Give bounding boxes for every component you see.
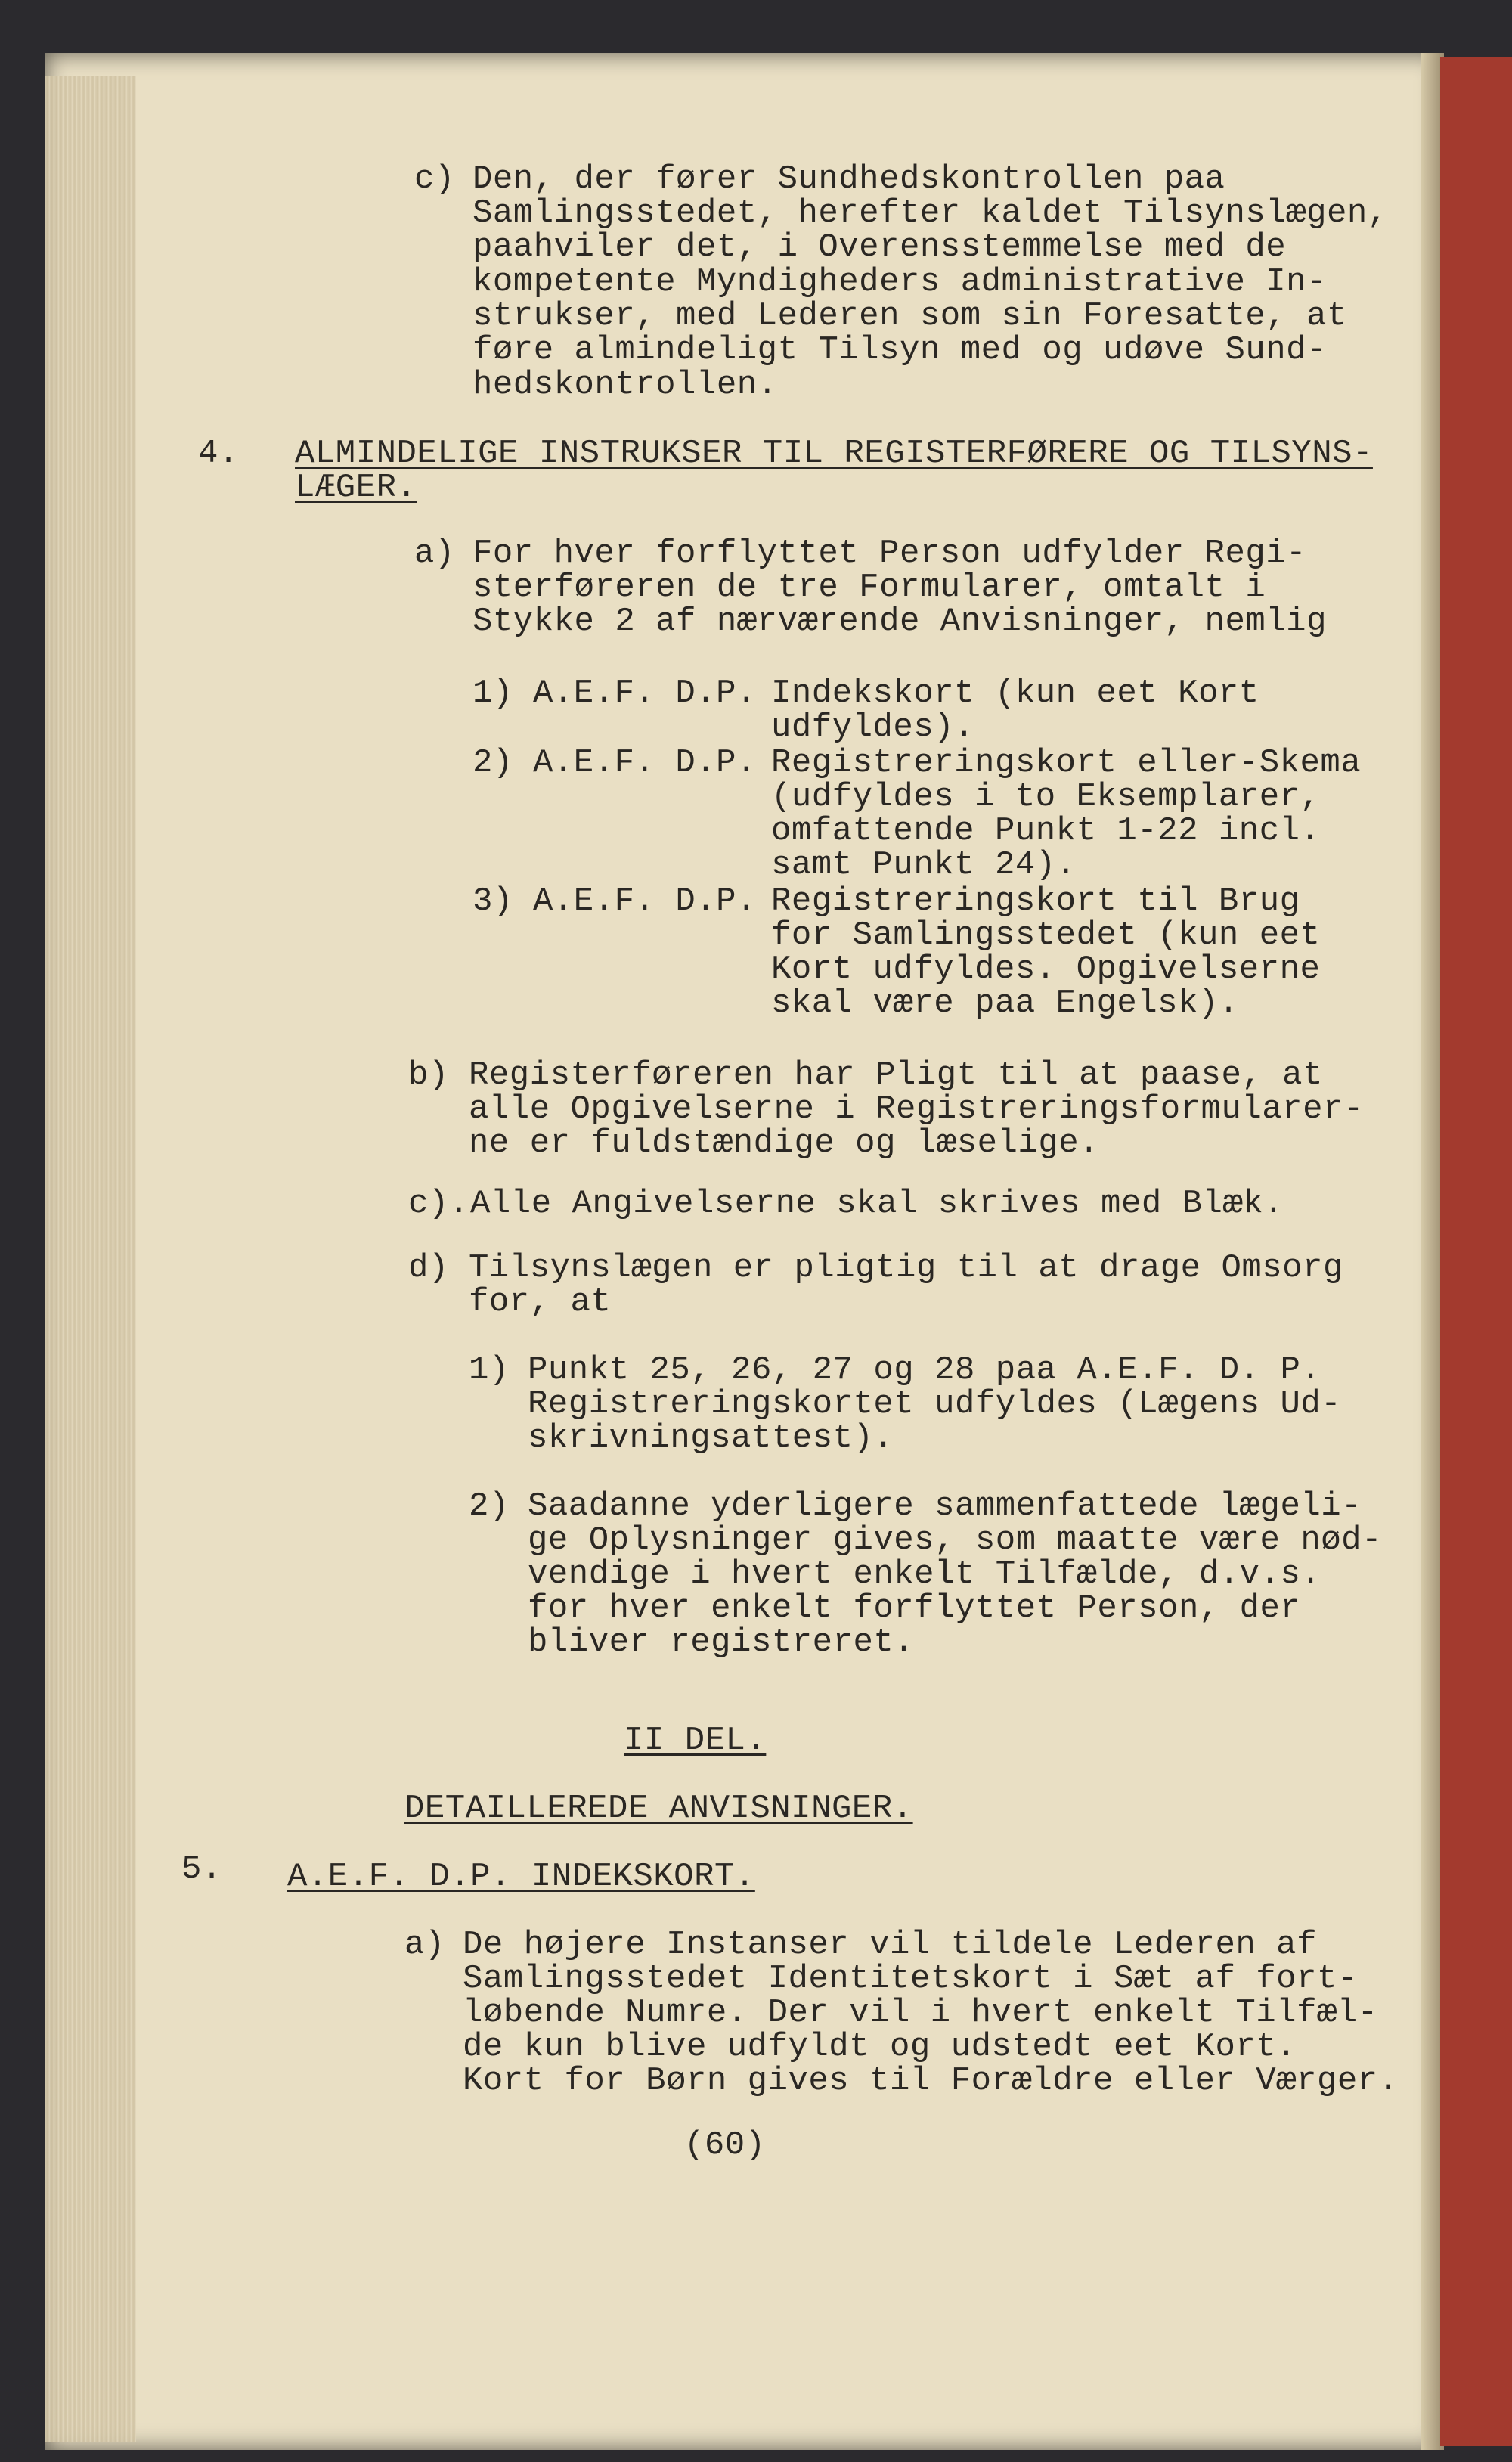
paragraph-line: De højere Instanser vil tildele Lederen af [463, 1926, 1317, 1964]
part-subheading: DETAILLEREDE ANVISNINGER. [404, 1790, 913, 1828]
page-number: (60) [684, 2126, 766, 2164]
paragraph-line: Tilsynslægen er pligtig til at drage Omsorg [469, 1249, 1343, 1287]
paragraph-line: vendige i hvert enkelt Tilfælde, d.v.s. [528, 1555, 1321, 1593]
form-marker: 1) [472, 674, 513, 712]
item-marker: b) [408, 1056, 449, 1094]
section-heading: LÆGER. [295, 469, 417, 507]
item-marker: c) [414, 160, 455, 198]
paragraph-line: sterføreren de tre Formularer, omtalt i [472, 569, 1266, 606]
subitem-marker: 1) [469, 1351, 510, 1389]
paragraph-line: Stykke 2 af nærværende Anvisninger, nemlig [472, 603, 1327, 640]
paragraph-line: ne er fuldstændige og læselige. [469, 1124, 1100, 1162]
form-code: A.E.F. D.P. [533, 674, 757, 712]
form-code: A.E.F. D.P. [533, 744, 757, 782]
paragraph-line: bliver registreret. [528, 1623, 915, 1661]
paragraph-line: hedskontrollen. [472, 366, 778, 404]
form-marker: 3) [472, 882, 513, 920]
subitem-marker: 2) [469, 1487, 510, 1525]
paragraph-line: skrivningsattest). [528, 1419, 894, 1457]
paragraph-line: For hver forflyttet Person udfylder Regi- [472, 535, 1307, 572]
paragraph-line: Saadanne yderligere sammenfattede lægeli- [528, 1487, 1362, 1525]
section-number: 5. [181, 1850, 222, 1888]
item-marker: d) [408, 1249, 449, 1287]
adjacent-page-edge [1440, 57, 1512, 2446]
section-heading: ALMINDELIGE INSTRUKSER TIL REGISTERFØRERE OG TILSYNS- [295, 435, 1373, 473]
paragraph-line: Samlingsstedet, herefter kaldet Tilsynslægen, [472, 194, 1388, 232]
form-description: Indekskort (kun eet Kort [771, 674, 1259, 712]
item-marker: a) [414, 535, 455, 572]
form-description: udfyldes). [771, 709, 975, 746]
form-description: Registreringskort eller-Skema [771, 744, 1362, 782]
paragraph-line: strukser, med Lederen som sin Foresatte, at [472, 297, 1347, 335]
form-description: samt Punkt 24). [771, 846, 1077, 884]
item-marker: a) [404, 1926, 445, 1964]
form-description: Registreringskort til Brug [771, 882, 1300, 920]
paragraph-line: for hver enkelt forflyttet Person, der [528, 1589, 1301, 1627]
form-code: A.E.F. D.P. [533, 882, 757, 920]
paragraph-line: kompetente Myndigheders administrative In- [472, 263, 1327, 301]
paragraph-line: alle Opgivelserne i Registreringsformularer- [469, 1090, 1364, 1128]
item-marker: c). [408, 1185, 469, 1223]
section-number: 4. [198, 435, 239, 473]
paragraph-line: føre almindeligt Tilsyn med og udøve Sund- [472, 331, 1327, 369]
paragraph-line: for, at [469, 1283, 612, 1321]
part-heading: II DEL. [624, 1722, 767, 1760]
paragraph-line: Kort for Børn gives til Forældre eller Værger. [463, 2062, 1399, 2100]
paragraph-line: løbende Numre. Der vil i hvert enkelt Tilfæl- [463, 1994, 1378, 2032]
paragraph-line: paahviler det, i Overensstemmelse med de [472, 228, 1287, 266]
form-description: Kort udfyldes. Opgivelserne [771, 950, 1321, 988]
paragraph-line: Samlingsstedet Identitetskort i Sæt af fort- [463, 1960, 1358, 1998]
paragraph-line: Registreringskortet udfyldes (Lægens Ud- [528, 1385, 1342, 1423]
form-description: for Samlingsstedet (kun eet [771, 916, 1321, 954]
paragraph-line: Registerføreren har Pligt til at paase, at [469, 1056, 1323, 1094]
paragraph-line: Punkt 25, 26, 27 og 28 paa A.E.F. D. P. [528, 1351, 1321, 1389]
paragraph-line: Den, der fører Sundhedskontrollen paa [472, 160, 1225, 198]
form-marker: 2) [472, 744, 513, 782]
section-heading: A.E.F. D.P. INDEKSKORT. [287, 1858, 755, 1896]
paragraph-line: de kun blive udfyldt og udstedt eet Kort. [463, 2028, 1297, 2066]
page-stack-edges [45, 76, 136, 2442]
form-description: omfattende Punkt 1-22 incl. [771, 812, 1321, 850]
form-description: (udfyldes i to Eksemplarer, [771, 778, 1321, 816]
paragraph-line: ge Oplysninger gives, som maatte være nød- [528, 1521, 1382, 1559]
paragraph-line: Alle Angivelserne skal skrives med Blæk. [470, 1185, 1284, 1223]
form-description: skal være paa Engelsk). [771, 984, 1239, 1022]
